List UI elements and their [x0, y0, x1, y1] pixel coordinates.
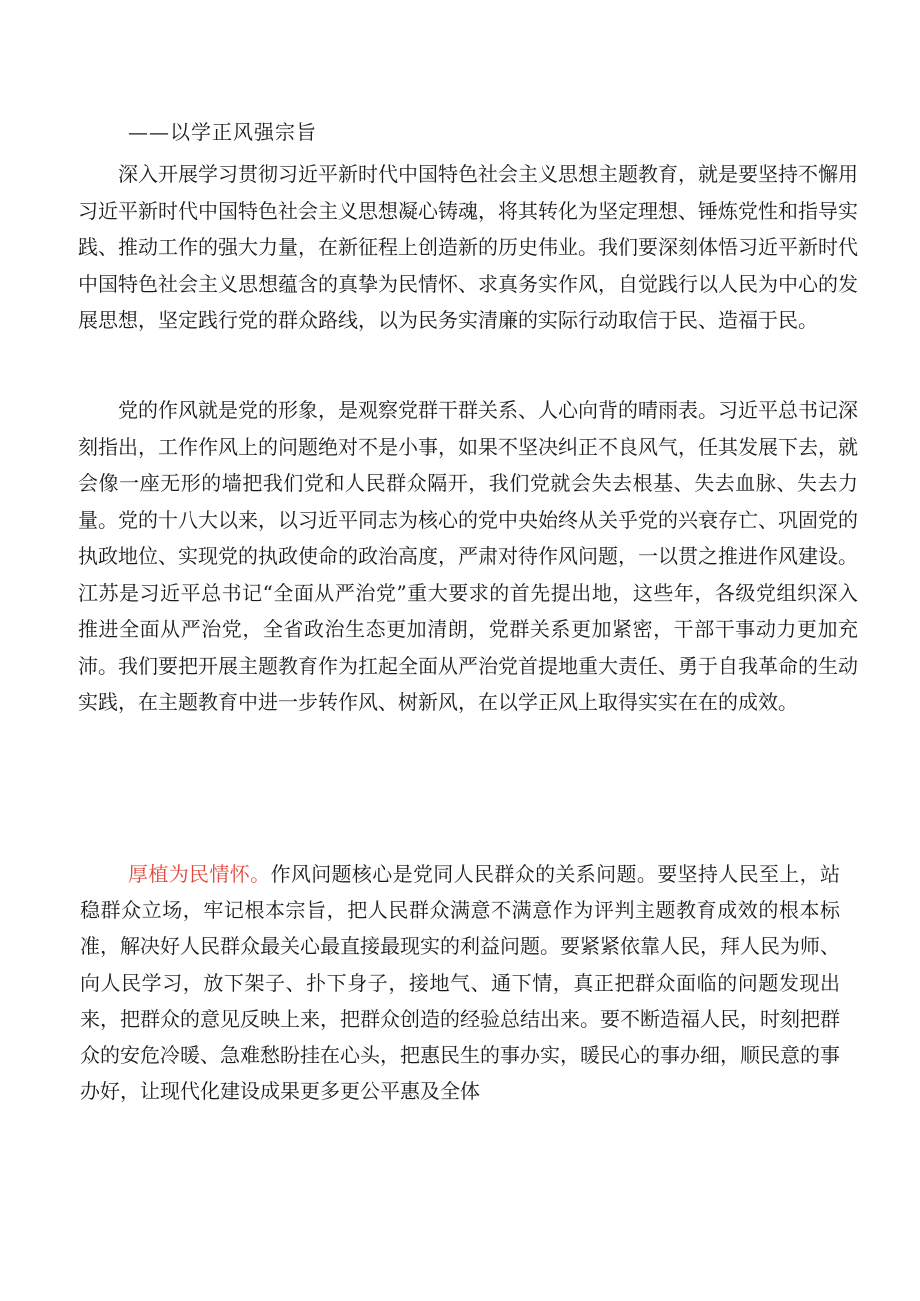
- paragraph-3-body: 作风问题核心是党同人民群众的关系问题。要坚持人民至上，站稳群众立场，牢记根本宗旨，把人民群众满意不满意作为评判主题教育成效的根本标准，解决好人民群众最关心最直接最现实的利益问题。要紧紧依靠人民，拜人民为师、向人民学习，放下架子、扑下身子，接地气、通下情，真正把群众面临的问题发现出来，把群众的意见反映上来，把群众创造的经验总结出来。要不断造福人民，时刻把群众的安危冷暖、急难愁盼挂在心头，把惠民生的事办实，暖民心的事办细，顺民意的事办好，让现代化建设成果更多更公平惠及全体: [80, 862, 841, 1104]
- paragraph-1: 深入开展学习贯彻习近平新时代中国特色社会主义思想主题教育，就是要坚持不懈用习近平新时代中国特色社会主义思想凝心铸魂，将其转化为坚定理想、锤炼党性和指导实践、推动工作的强大力量，在新征程上创造新的历史伟业。我们要深刻体悟习近平新时代中国特色社会主义思想蕴含的真挚为民情怀、求真务实作风，自觉践行以人民为中心的发展思想，坚定践行党的群众路线，以为民务实清廉的实际行动取信于民、造福于民。: [78, 162, 858, 332]
- paragraph-2: 党的作风就是党的形象，是观察党群干群关系、人心向背的晴雨表。习近平总书记深刻指出，工作作风上的问题绝对不是小事，如果不坚决纠正不良风气，任其发展下去，就会像一座无形的墙把我们党和人民群众隔开，我们党就会失去根基、失去血脉、失去力量。党的十八大以来，以习近平同志为核心的党中央始终从关乎党的兴衰存亡、巩固党的执政地位、实现党的执政使命的政治高度，严肃对待作风问题，一以贯之推进作风建设。江苏是习近平总书记“全面从严治党”重大要求的首先提出地，这些年，各级党组织深入推进全面从严治党，全省政治生态更加清朗，党群关系更加紧密，干部干事动力更加充沛。我们要把开展主题教育作为扛起全面从严治党首提地重大责任、勇于自我革命的生动实践，在主题教育中进一步转作风、树新风，在以学正风上取得实实在在的成效。: [78, 398, 858, 714]
- paragraph-3: [80, 856, 840, 1109]
- paragraph-3-heading: 厚植为民情怀。: [128, 862, 271, 886]
- section-subtitle: ——以学正风强宗旨: [128, 120, 317, 144]
